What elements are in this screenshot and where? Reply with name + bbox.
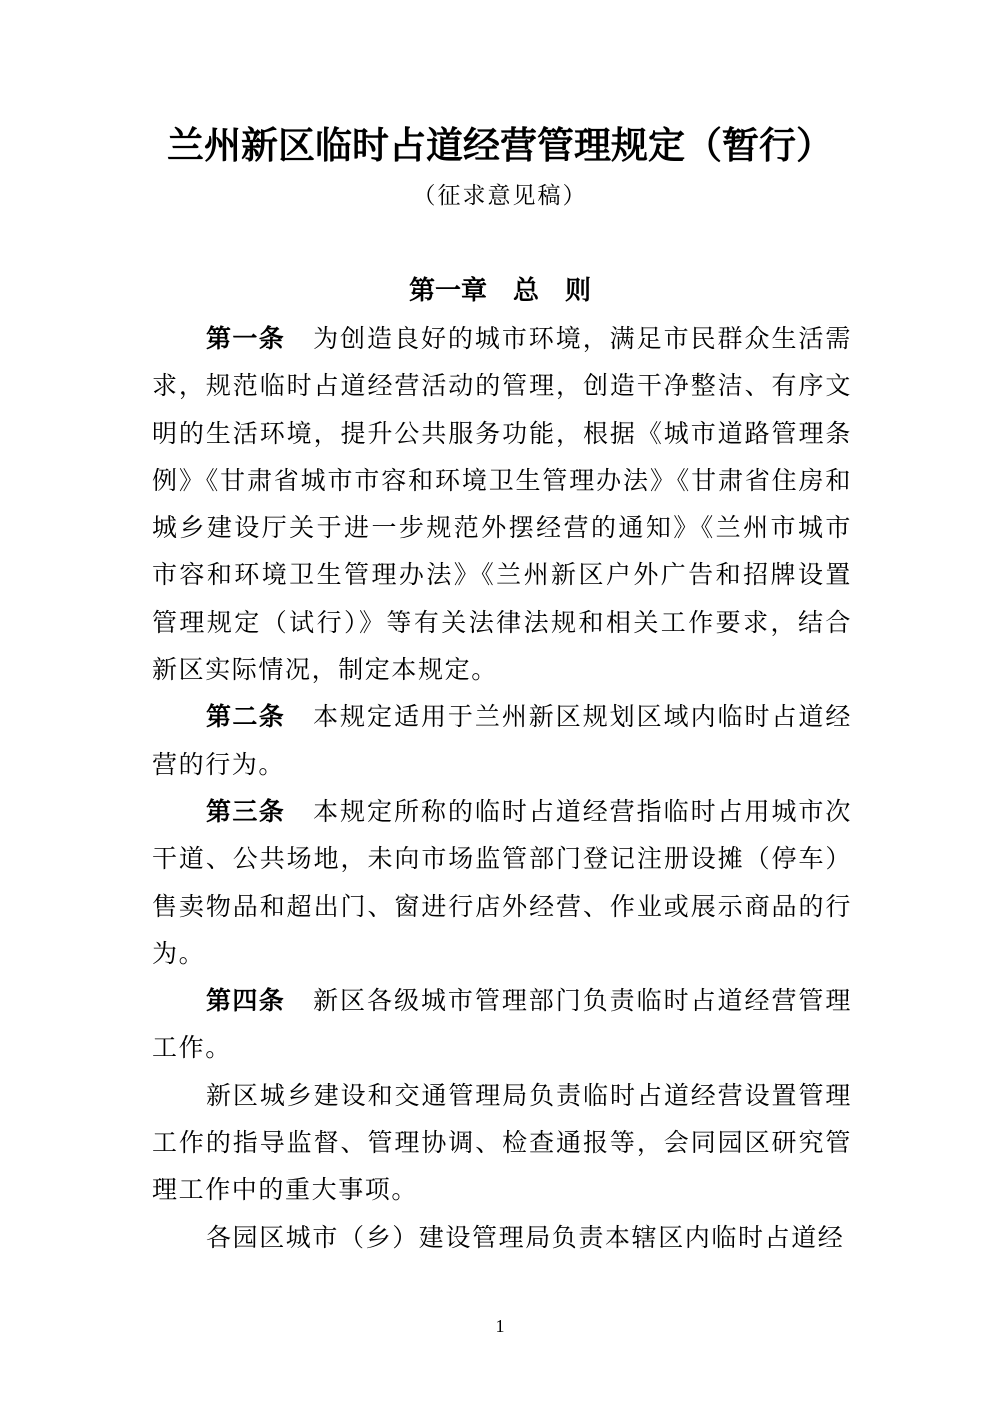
article-2 (152, 693, 852, 788)
article-1 (152, 315, 852, 693)
article-3 (152, 788, 852, 977)
document-title: 兰州新区临时占道经营管理规定（暂行） (167, 124, 833, 167)
chapter-heading: 第一章 总 则 (408, 276, 591, 306)
article-text: 本规定所称的临时占道经营指临时占用城市次干道、公共场地，未向市场监管部门登记注册设摊（停车）售卖物品和超出门、窗进行店外经营、作业或展示商品的行为。 (152, 796, 852, 968)
document-subtitle: （征求意见稿） (412, 183, 588, 209)
article-text: 为创造良好的城市环境，满足市民群众生活需求，规范临时占道经营活动的管理，创造干净整洁、有序文明的生活环境，提升公共服务功能，根据《城市道路管理条例》《甘肃省城市市容和环境卫生管理办法》《甘肃省住房和城乡建设厅关于进一步规范外摆经营的通知》《兰州市城市市容和环境卫生管理办法》《兰州新区户外广告和招牌设置管理规定（试行）》等有关法律法规和相关工作要求，结合新区实际情况，制定本规定。 (152, 324, 852, 685)
article-text: 新区各级城市管理部门负责临时占道经营管理工作。 (152, 986, 852, 1063)
article-4 (152, 977, 852, 1072)
body-paragraph: 新区城乡建设和交通管理局负责临时占道经营设置管理工作的指导监督、管理协调、检查通报等，会同园区研究管理工作中的重大事项。 (152, 1080, 852, 1205)
article-text: 本规定适用于兰州新区规划区域内临时占道经营的行为。 (152, 702, 852, 779)
body-paragraph: 各园区城市（乡）建设管理局负责本辖区内临时占道经 (206, 1222, 845, 1252)
document-body (152, 315, 852, 1261)
article-label: 第二条 (206, 702, 286, 732)
article-label: 第一条 (206, 324, 286, 353)
article-label: 第四条 (206, 986, 286, 1016)
page-number: 1 (495, 1316, 505, 1336)
article-label: 第三条 (206, 796, 286, 826)
